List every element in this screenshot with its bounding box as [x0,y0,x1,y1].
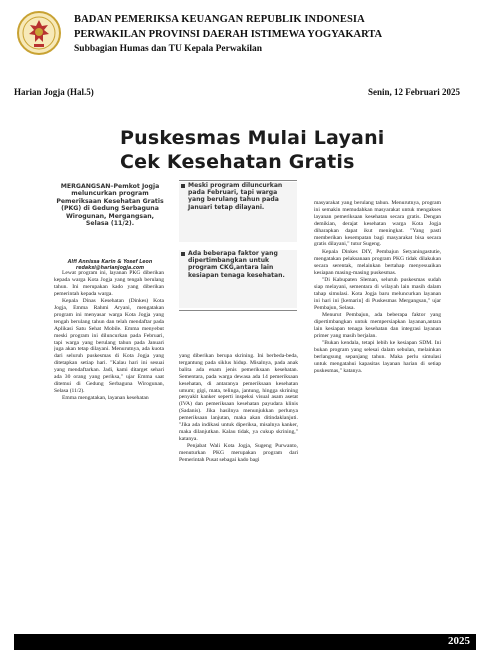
paragraph: yang diberikan berupa skrining. Ini berbeda-beda, tergantung pada siklus hidup. Misalnya, pada anak balita ada enam jenis pemeriksaan kesehatan. Sementara, pada warga dewasa ada 14 pemeriksaan kesehatan, di antaranya pemeriksaan kesehatan umum; gigi, mata, telinga, jantung, hingga skrining penyakit kanker seperti inspeksi visual asam asetat (IVA) dan pemeriksaan kesehatan payudara klinis (Sadanis). Jika hasilnya menunjukkan perlunya pemeriksaan lanjutan, maka akan ditindaklanjuti. "Jika ada indikasi untuk diperiksa, misalnya kanker, maka dilanjutkan. Kalau tidak, ya cukup skrining," katanya. [179,353,298,442]
agency-name: BADAN PEMERIKSA KEUANGAN REPUBLIK INDONESIA [74,14,365,25]
article-column-3 [314,200,441,523]
paragraph: "Di Kabupaten Sleman, seluruh puskesmas sudah siap melayani, sementara di wilayah lain masih dalam tahap simulasi. Kota Jogja baru meluncurkan layanan ini hari ini [kemarin] di Puskesmas Mergangsan," ujar Pembajun, Selasa. [314,276,441,311]
subdivision-name: Subbagian Humas dan TU Kepala Perwakilan [74,44,263,54]
bpk-logo-icon [17,11,61,55]
article-column-2 [179,353,298,526]
news-clipping [50,120,445,526]
byline-authors: Alfi Annissa Karin & Yosef Leon [67,260,153,265]
highlight-rule [179,310,297,311]
paragraph: Kepala Dinkes DIY, Pembajun Setyaningastutie, mengatakan pelaksanaan program PKG tidak dilakukan secara serentak, melainkan bertahap menyesuaikan kesiapan masing-masing puskesmas. [314,248,441,276]
bullet-icon [181,184,185,188]
paragraph: masyarakat yang berulang tahun. Menurutnya, program ini semakin memudahkan masyarakat untuk mengakses layanan pemeriksaan kesehatan secara gratis. Dengan demikian, derajat kesehatan warga Kota Jogja diharapkan dapat ikut meningkat. "Yang pasti memberikan kesempatan bagi masyarakat bisa secara gratis dilayani," tutur Sugeng. [314,200,441,248]
headline-line-2: Cek Kesehatan Gratis [120,151,355,173]
paragraph: Penjabat Wali Kota Jogja, Sugeng Purwanto, menuturkan PKG merupakan program dari Pemerintah Pusat sebagai kado bagi [179,443,298,464]
office-name: PERWAKILAN PROVINSI DAERAH ISTIMEWA YOGYAKARTA [74,29,383,40]
highlight-box-2 [179,250,297,308]
paragraph: Kepala Dinas Kesehatan (Dinkes) Kota Jogja, Emma Rahmi Aryani, mengatakan program ini menyasar warga Kota Jogja yang tengah berulang tahun dan telah mendaftar pada Aplikasi Satu Sehat Mobile. Emma menyebut meski program ini diluncurkan pada Februari, tapi warga yang berulang tahun pada Januari juga akan tetap dilayani. Menurutnya, ada kuota dari seluruh puskesmas di Kota Jogja yang ditetapkan setiap hari. "Kalau hari ini sesuai yang mendaftarkan. Jadi, kami ditarget sehari ada 30 orang yang periksa," ujar Emma saat ditemui di Gedung Serbaguna Wirogunan, Selasa (11/2). [54,298,164,394]
paragraph: Emma mengatakan, layanan kesehatan [62,395,149,402]
footer-year: 2025 [448,635,470,647]
footer-bar [14,634,476,650]
article-column-1 [54,270,164,525]
bullet-icon [181,252,185,256]
paragraph: Menurut Pembajun, ada beberapa faktor yang dipertimbangkan untuk mempersiapkan layanan,antara lain kesiapan tenaga kesehatan dan integrasi layanan primer yang masih berjalan. [314,312,441,339]
article-headline [120,126,385,174]
highlight-text-1: Meski program diluncurkan pada Februari, tapi warga yang berulang tahun pada Januari tetap dilayani. [188,182,283,211]
highlight-box-1 [179,182,297,242]
byline-email: redaksi@harianjogja.com [75,265,145,271]
paragraph: "Bukan kendala, tetapi lebih ke kesiapan SDM. Ini bukan program yang selesai dalam sebulan, melainkan berlangsung sepanjang tahun. Maka perlu simulasi untuk mengatahui kapasitas layanan harian di setiap puskesmas," katanya. [314,340,441,374]
highlight-text-2: Ada beberapa faktor yang dipertimbangkan untuk program CKG,antara lain kesiapan tenaga kesehatan. [188,250,285,279]
source-label: Harian Jogja (Hal.5) [14,87,94,97]
paragraph: Lewat program ini, layanan PKG diberikan kepada warga Kota Jogja yang tengah berulang tahun. Ini merupakan kado yang diberikan pemerintah kepada warga. [54,270,164,297]
highlight-rule [179,180,297,181]
headline-line-1: Puskesmas Mulai Layani [120,127,385,149]
article-lead: MERGANGSAN–Pemkot Jogja meluncurkan program Pemeriksaan Kesehatan Gratis (PKG) di Gedung Serbaguna Wirogunan, Mergangsan, Selasa (11/2). [56,183,164,228]
date-label: Senin, 12 Februari 2025 [367,87,460,97]
